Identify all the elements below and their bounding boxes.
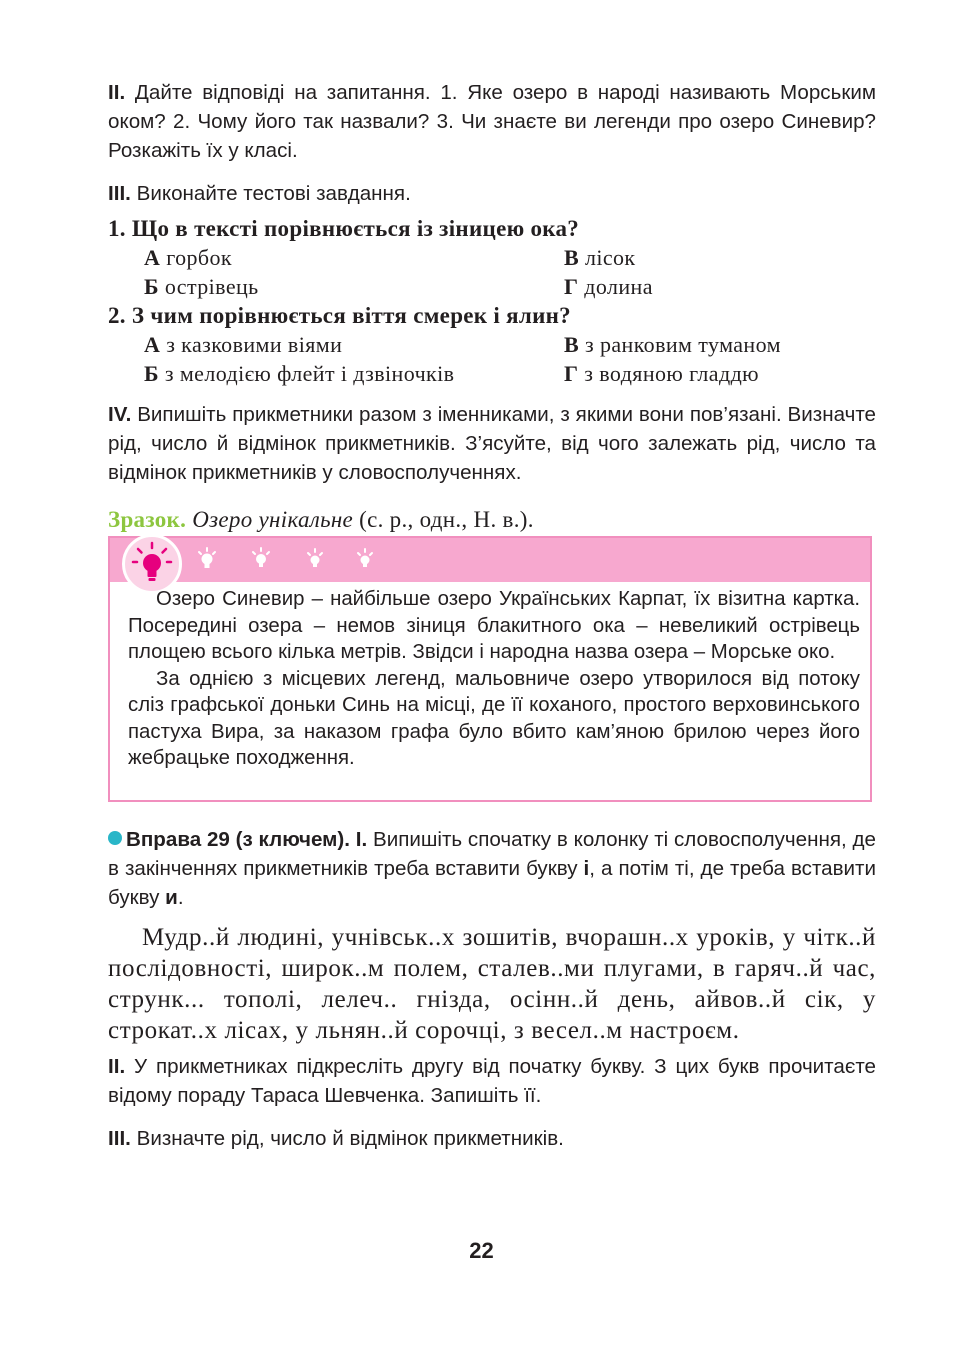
lightbulb-icon [352,546,378,572]
test-options [108,243,876,301]
task-2-text: У прикметниках підкресліть другу від початку букву. З цих букв прочитаєте відому пораду Тараса Шевченка. Запишіть її. [108,1055,876,1107]
letter-y: и [165,886,178,909]
option-text: з мелодією флейт і дзвіночків [158,361,455,386]
test-option [144,272,564,301]
task-1-number: I. [355,828,368,851]
info-box [108,536,872,802]
test-1 [108,214,876,301]
task-4-number: IV. [108,403,132,426]
option-text: з водяною гладдю [578,361,759,386]
bullet-icon [108,831,122,845]
test-question: 2. З чим порівнюється віття смерек і ялин? [108,303,571,328]
sample-phrase: Озеро унікальне [186,507,354,532]
test-option [144,330,564,359]
task-3-text: Визначте рід, число й відмінок прикметників. [130,1127,564,1150]
task-3-text: Виконайте тестові завдання. [130,182,411,205]
test-2 [108,301,876,388]
exercise-key-note: (з ключем). [235,828,350,851]
task-2-number: II. [108,81,126,104]
lightbulb-icon [248,546,274,572]
test-option [144,359,564,388]
option-letter: А [144,332,161,357]
info-paragraph: За однією з місцевих легенд, мальовниче озеро утворилося від потоку сліз графської доньки Синь на місці, де її коханого, простого верховинського пастуха Вира, за наказом графа було вбито кам’яною брилою через його жебрацьке походження. [128,667,860,769]
test-question: 1. Що в тексті порівнюється із зіницею ока? [108,216,580,241]
option-letter: Б [144,274,159,299]
option-text: з казковими віями [160,332,343,357]
exercise-task-1 [108,825,876,912]
lightbulb-icon [122,534,182,594]
task-4-text: Випишіть прикметники разом з іменниками, з якими вони пов’язані. Визначте рід, число й відмінок прикметників. З’ясуйте, від чого залежать рід, число та відмінок прикметників у словосполученнях. [108,403,876,484]
task-2 [108,78,876,165]
exercise-task-3 [108,1124,876,1153]
option-text: горбок [160,245,232,270]
lightbulb-icon [194,546,220,572]
option-letter: В [564,245,580,270]
task-1-text: Випишіть спочатку в колонку ті словосполучення, де в закінченнях прикметників треба вставити букву [108,828,876,880]
task-1-text: , а потім ті, де треба вставити букву [108,857,876,909]
task-4 [108,400,876,487]
test-options [108,330,876,388]
sample [108,505,876,535]
option-letter: В [564,332,580,357]
option-letter: А [144,245,161,270]
letter-i: і [583,857,590,880]
word-list: Мудр..й людині, учнівськ..х зошитів, вчорашн..х уроків, у чітк..й послідовності, широк..м полем, сталев..ми плугами, в гаряч..й час, струнк... тополі, лелеч.. гнізда, осінн..й день, айвов..й сік, у строкат..х лісах, у льнян..й сорочці, з весел..м настроєм. [108,924,876,1044]
page-content [108,78,876,535]
test-option [564,272,904,301]
test-option [564,330,904,359]
lightbulb-icon [302,546,328,572]
option-text: острівець [158,274,259,299]
info-paragraph: Озеро Синевир – найбільше озеро Українських Карпат, їх візитна картка. Посередині озера – немов зіниця блакитного ока – невеликий острівець площею всього кілька метрів. Звідси і народна назва озера – Морське око. [128,588,860,663]
exercise-29 [108,825,876,1153]
sample-heading: Зразок. [108,507,187,532]
task-3-number: III. [108,1127,131,1150]
task-1-text: . [177,886,184,909]
exercise-title: Вправа 29 [126,828,230,851]
option-text: долина [578,274,653,299]
test-option [144,243,564,272]
option-letter: Б [144,361,159,386]
task-2-number: II. [108,1055,126,1078]
task-3 [108,179,876,208]
exercise-task-2 [108,1052,876,1110]
test-option [564,243,904,272]
page-number: 22 [469,1238,494,1263]
option-text: з ранковим туманом [579,332,781,357]
option-letter: Г [564,361,579,386]
option-text: лісок [579,245,636,270]
sample-note: (с. р., одн., Н. в.). [353,507,534,532]
option-letter: Г [564,274,579,299]
test-option [564,359,904,388]
task-2-text: Дайте відповіді на запитання. 1. Яке озеро в народі називають Морським оком? 2. Чому його так назвали? 3. Чи знаєте ви легенди про озеро Синевир? Розкажіть їх у класі. [108,81,876,162]
task-3-number: III. [108,182,131,205]
info-box-text [128,586,860,772]
